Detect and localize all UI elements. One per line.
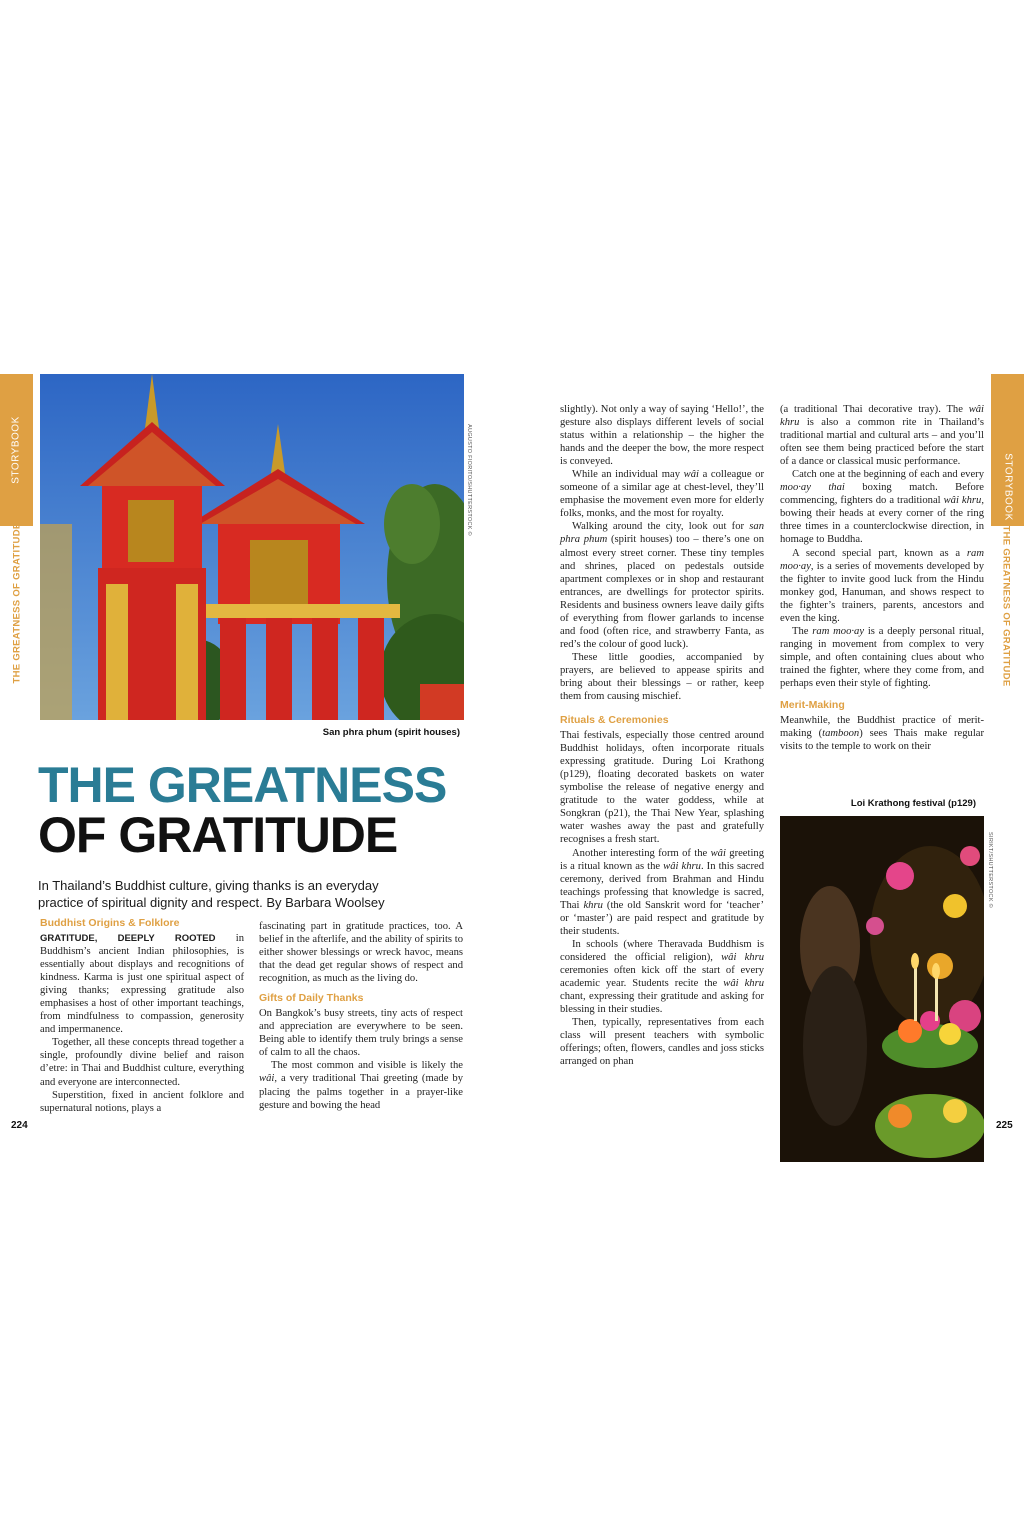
body-column-1 [40, 916, 244, 1115]
heading-merit-making: Merit-Making [780, 699, 845, 712]
lead-in: GRATITUDE, DEEPLY ROOTED [40, 933, 216, 944]
left-section-label: THE GREATNESS OF GRATITUDE [11, 522, 23, 684]
col3-paragraph-5: Thai festivals, especially those centred around Buddhist holidays, often incorporate rituals expressing gratitude. During Loi Krathong (p129), floating decorated baskets on water symbolise the release of negative energy and gratitude to the water goddess, while at Songkran (p21), the Thai New Year, splashing water washes away the past and gratefully recognises a fresh start. [560, 730, 764, 846]
heading-gifts-daily-thanks: Gifts of Daily Thanks [259, 992, 364, 1005]
left-tab-label: STORYBOOK [10, 416, 22, 484]
page-number-left: 224 [11, 1120, 28, 1131]
right-tab-label: STORYBOOK [1002, 453, 1014, 521]
col3-paragraph-8: Then, typically, representatives from each class will present teachers with symbolic offerings; often, flowers, candles and joss sticks arranged on phan [560, 1017, 764, 1068]
title-line-2: OF GRATITUDE [38, 807, 398, 863]
body-column-3 [560, 403, 764, 1068]
heading-buddhist-origins: Buddhist Origins & Folklore [40, 917, 180, 929]
col4-paragraph-5: Meanwhile, the Buddhist practice of merit-making (tamboon) sees Thais make regular visits to the temple to work on their [780, 715, 984, 753]
col2-paragraph-3: The most common and visible is likely the wâi, a very traditional Thai greeting (made by placing the palms together in a prayer-like gesture and bowing the head [259, 1060, 463, 1111]
standfirst: In Thailand’s Buddhist culture, giving thanks is an everyday practice of spiritual dignity and respect. By Barbara Woolsey [38, 878, 385, 910]
col3-paragraph-4: These little goodies, accompanied by prayers, are believed to appease spirits and bring about their blessings – or rather, keep them from causing mischief. [560, 651, 764, 703]
body-column-4 [780, 403, 984, 753]
left-photo-credit: AUGUSTO FIORITO/SHUTTERSTOCK © [466, 424, 472, 536]
left-photo-caption: San phra phum (spirit houses) [322, 727, 460, 738]
spirit-house-photo [40, 374, 464, 720]
col2-paragraph-2: On Bangkok’s busy streets, tiny acts of respect and appreciation are everywhere to be seen. Being able to identify them truly brings a sense of calm to all the chaos. [259, 1008, 463, 1059]
right-photo-caption: Loi Krathong festival (p129) [850, 798, 976, 809]
col3-paragraph-7: In schools (where Theravada Buddhism is considered the official religion), wâi khru ceremonies often kick off the start of every academic year. Students recite the wâi khru chant, expressing their gratitude and asking for blessing in their studies. [560, 938, 765, 1016]
body-column-2 [259, 920, 463, 1112]
article-title [38, 757, 447, 863]
page-number-right: 225 [996, 1120, 1013, 1131]
col2-paragraph-1: fascinating part in gratitude practices, too. A belief in the afterlife, and the ability of spirits to either shower blessings or wreck havoc, means that the dead get regular shows of respect and recognition, as much as the living do. [259, 921, 463, 985]
right-photo-credit: SIRIKT/SHUTTERSTOCK © [987, 832, 993, 908]
col3-paragraph-1: slightly). Not only a way of saying ‘Hello!’, the gesture also displays different levels of social status within a relationship – the higher the hands and the deeper the bow, the more respect is conveyed. [560, 404, 764, 468]
title-line-1: THE GREATNESS [38, 757, 447, 813]
col3-paragraph-6: Another interesting form of the wâi greeting is a ritual known as the wâi khru. In this sacred ceremony, derived from Brahman and Hindu teachings professing that knowledge is sacred, Thai khru (the old Sanskrit word for ‘teacher’ or ‘master’) are paid respect and gratitude by their students. [560, 847, 764, 937]
col4-paragraph-3: A second special part, known as a ram moo·ay, is a series of movements developed by the fighter to invite good luck from the Hindu monkey god, Hanuman, and shows respect to the fighter’s trainers, parents, ancestors and even the king. [780, 547, 984, 624]
col1-paragraph-2: Together, all these concepts thread together a single, profoundly divine belief and raison d’etre: in Thai and Buddhist culture, everything and everyone are interconnected. [40, 1037, 244, 1088]
col4-paragraph-4: The ram moo·ay is a deeply personal ritual, ranging in movement from complex to very simple, and often containing clues about who trained the fighter, where they come from, and perhaps even their style of fighting. [780, 625, 984, 689]
col4-paragraph-1: (a traditional Thai decorative tray). The wâi khru is also a common rite in Thailand’s traditional martial and cultural arts – and you’ll often see them being practiced before the start of a dance or classical music performance. [780, 404, 984, 468]
col1-paragraph-1: GRATITUDE, DEEPLY ROOTED in Buddhism’s ancient Indian philosophies, is essentially about displays and recognitions of kindness. Karma is just one spiritual aspect of giving thanks; expressing gratitude also emphasises a host of other important teachings, from mindfulness to compassion, generosity and impermanence. [40, 933, 244, 1036]
col1-paragraph-3: Superstition, fixed in ancient folklore and supernatural notions, plays a [40, 1089, 244, 1114]
col3-paragraph-2: While an individual may wâi a colleague or someone of a similar age at chest-level, they’ll emphasise the movement even more for elderly folks, monks, and the most for royalty. [560, 469, 764, 520]
heading-rituals-ceremonies: Rituals & Ceremonies [560, 714, 669, 727]
loi-krathong-photo [780, 816, 984, 1162]
col4-paragraph-2: Catch one at the beginning of each and every moo·ay thai boxing match. Before commencing, fighters do a traditional wâi khru, bowing their heads at every corner of the ring three times in a counterclockwise direction, in homage to Buddha. [780, 469, 984, 546]
col3-paragraph-3: Walking around the city, look out for san phra phum (spirit houses) too – there’s one on almost every street corner. These tiny temples and shrines, placed on pedestals outside apartment complexes or in shop and restaurant entrances, are dwellings for protector spirits. Residents and business owners leave daily gifts of everything from flower garlands to incense and food (often rice, and strawberry Fanta, as red’s the colour of good luck). [560, 521, 764, 650]
right-section-label: THE GREATNESS OF GRATITUDE [1000, 525, 1012, 687]
